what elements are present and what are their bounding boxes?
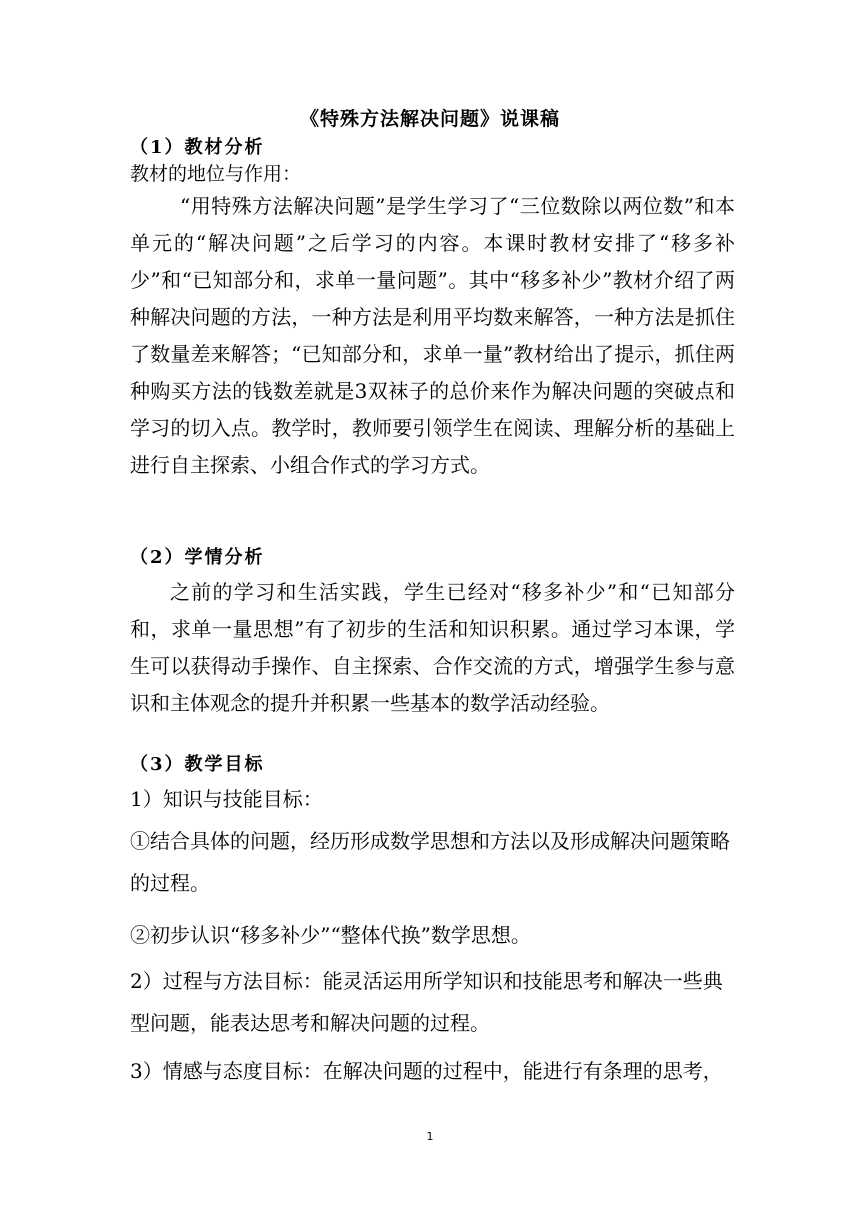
goal-knowledge-heading: 1）知识与技能目标：: [130, 787, 323, 811]
goal-knowledge-item-1: ①结合具体的问题，经历形成数学思想和方法以及形成解决问题策略的过程。: [130, 829, 730, 895]
section-heading-3: （3）教学目标: [130, 754, 265, 775]
goal-knowledge-item-2: ②初步认识“移多补少”“整体代换”数学思想。: [130, 923, 531, 947]
section-heading-2: （2）学情分析: [130, 547, 265, 568]
goal-process-method: 2）过程与方法目标：能灵活运用所学知识和技能思考和解决一些典型问题，能表达思考和解决问题的过程。: [130, 969, 723, 1035]
paragraph-textbook-analysis: “用特殊方法解决问题”是学生学习了“三位数除以两位数”和本单元的“解决问题”之后学习的内容。本课时教材安排了“移多补少”和“已知部分和，求单一量问题”。其中“移多补少”教材介绍了两种解决问题的方法，一种方法是利用平均数来解答，一种方法是抓住了数量差来解答；“已知部分和，求单一量”教材给出了提示，抓住两种购买方法的钱数差就是3双袜子的总价来作为解决问题的突破点和学习的切入点。教学时，教师要引领学生在阅读、理解分析的基础上进行自主探索、小组合作式的学习方式。: [130, 194, 735, 477]
goal-emotion-attitude: 3）情感与态度目标：在解决问题的过程中，能进行有条理的思考，: [130, 1059, 723, 1083]
paragraph-student-analysis: 之前的学习和生活实践，学生已经对“移多补少”和“已知部分和，求单一量思想”有了初步的生活和知识积累。通过学习本课，学生可以获得动手操作、自主探索、合作交流的方式，增强学生参与意识和主体观念的提升并积累一些基本的数学活动经验。: [130, 580, 735, 715]
page-number: 1: [426, 1130, 434, 1143]
document-title: 《特殊方法解决问题》说课稿: [299, 108, 560, 130]
section-heading-1: （1）教材分析: [130, 137, 265, 158]
section-subheading: 教材的地位与作用：: [130, 163, 302, 185]
